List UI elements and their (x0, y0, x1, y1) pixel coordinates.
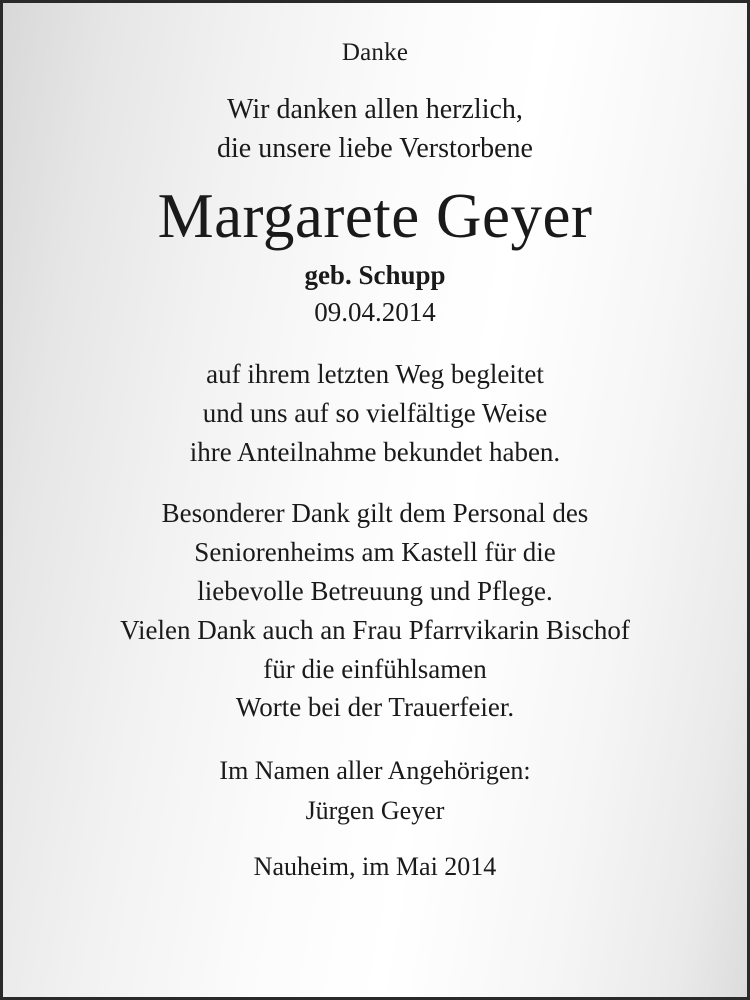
paragraph-line: liebevolle Betreuung und Pflege. (197, 575, 553, 606)
intro-text (3, 91, 747, 168)
paragraph-line: auf ihrem letzten Weg begleitet (206, 359, 544, 390)
deceased-name: Margarete Geyer (157, 181, 593, 252)
date-of-death: 09.04.2014 (314, 296, 436, 327)
thanks-paragraph-two (3, 494, 747, 727)
intro-line: die unsere liebe Verstorbene (217, 132, 533, 164)
notice-heading: Danke (341, 39, 409, 66)
place-and-date: Nauheim, im Mai 2014 (253, 852, 497, 882)
notice-content (3, 37, 747, 884)
maiden-name: geb. Schupp (304, 260, 446, 291)
paragraph-line: Seniorenheims am Kastell für die (194, 536, 556, 567)
closing-label: Im Namen aller Angehörigen: (219, 756, 531, 786)
closing-block (3, 751, 747, 830)
paragraph-line: Vielen Dank auch an Frau Pfarrvikarin Bischof (120, 614, 630, 645)
paragraph-line: Worte bei der Trauerfeier. (235, 692, 515, 723)
signer-name: Jürgen Geyer (305, 795, 445, 825)
thanks-paragraph-one (3, 355, 747, 472)
paragraph-line: ihre Anteilnahme bekundet haben. (189, 437, 561, 468)
intro-line: Wir danken allen herzlich, (227, 94, 523, 125)
paragraph-line: und uns auf so vielfältige Weise (202, 398, 548, 429)
paragraph-line: für die einfühlsamen (263, 653, 487, 684)
paragraph-line: Besonderer Dank gilt dem Personal des (161, 498, 589, 528)
